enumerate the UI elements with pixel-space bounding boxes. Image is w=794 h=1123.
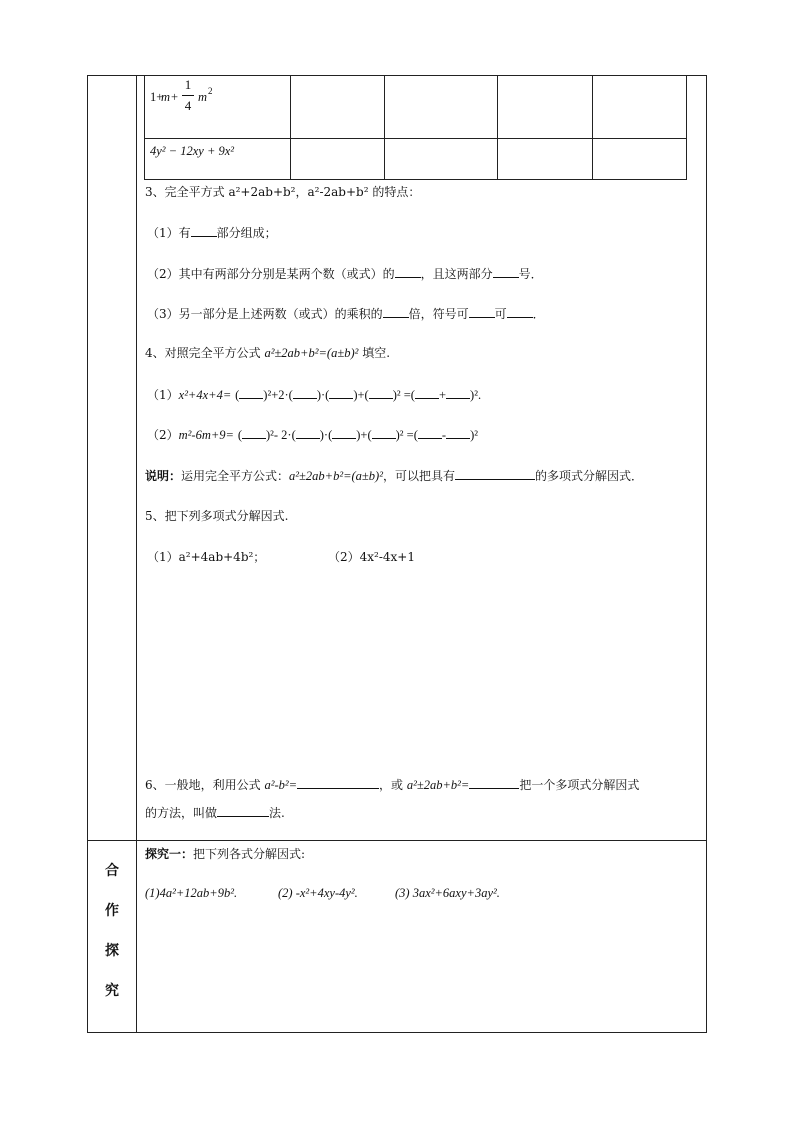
q4-item-1-blank-6[interactable]	[446, 386, 470, 399]
inner-table-col1	[290, 75, 291, 180]
q4-item-2: （2）m²-6m+9= ( )²- 2·( )·( )+( )² =( - )²	[147, 428, 478, 442]
q3-item-3-blank-3[interactable]	[507, 305, 533, 318]
side-label-char-2: 作	[105, 903, 119, 919]
q3-item-2-mid: ，且这两部分	[420, 267, 493, 281]
q3-item-1	[147, 224, 277, 241]
q4-item-2-blank-5[interactable]	[418, 426, 442, 439]
q6-formula-1: a²-b²=	[264, 778, 298, 792]
side-label-char-1: 合	[105, 863, 119, 879]
expr-variable: m	[161, 90, 171, 104]
q3-item-2-blank-1[interactable]	[395, 265, 421, 278]
q6-line-2-post: 法.	[269, 806, 285, 820]
q4-title-formula: a²±2ab+b²=(a±b)²	[264, 346, 359, 360]
outer-border-top	[87, 75, 707, 76]
q6-formula-2: a²±2ab+b²=	[406, 778, 470, 792]
coop-problem-2: (2) -x²+4xy-4y².	[278, 886, 358, 900]
q4-item-1-blank-4[interactable]	[369, 386, 393, 399]
q3-item-3-post: ．	[532, 307, 545, 321]
q3-item-2-post: 号．	[518, 267, 543, 281]
fraction-numerator: 1	[184, 77, 192, 92]
q5-item-2: （2）4x²-4x+1	[328, 550, 415, 564]
column-divider	[136, 75, 137, 1033]
table-row-2-expression: 4y² − 12xy + 9x²	[150, 144, 235, 158]
q3-item-3-mid-1: 倍，符号可	[408, 307, 469, 321]
inner-table-left	[144, 75, 145, 180]
q3-item-2-blank-2[interactable]	[493, 265, 519, 278]
q4-item-1-blank-2[interactable]	[293, 386, 317, 399]
q4-title	[145, 345, 390, 361]
coop-problem-1: (1)4a²+12ab+9b².	[145, 886, 238, 900]
q3-item-1-post: 部分组成；	[216, 226, 277, 240]
note-text-pre: 运用完全平方公式：	[181, 469, 290, 483]
q3-item-3-blank-2[interactable]	[469, 305, 495, 318]
q6-blank-3[interactable]	[217, 804, 269, 817]
fraction-bar	[182, 95, 194, 96]
side-label-char-4: 究	[105, 983, 119, 999]
inner-table-col4	[592, 75, 593, 180]
outer-border-bottom	[87, 1032, 707, 1033]
note-formula: a²±2ab+b²=(a±b)²	[289, 469, 383, 483]
q3-item-3-mid-2: 可	[494, 307, 507, 321]
note-text-mid: ，可以把具有	[382, 469, 455, 483]
q4-item-1: （1）x²+4x+4= ( )²+2·( )·( )+( )² =( + )².	[147, 388, 482, 402]
expr-prefix: 1+	[150, 90, 164, 104]
q3-item-2	[147, 265, 543, 282]
coop-title: 把下列各式分解因式:	[193, 847, 306, 861]
q6-line-1-pre: 6、一般地，利用公式	[145, 778, 265, 792]
q3-item-2-pre: （2）其中有两部分分别是某两个数（或式）的	[147, 267, 395, 281]
q6-line-2	[145, 804, 285, 821]
q4-title-pre: 4、对照完全平方公式	[145, 346, 265, 360]
note-blank[interactable]	[455, 467, 535, 480]
q6-line-1-post: 把一个多项式分解因式	[519, 778, 640, 792]
coop-label: 探究一：	[145, 847, 194, 861]
q3-item-3	[147, 305, 545, 322]
outer-border-left	[87, 75, 88, 1033]
q4-item-2-blank-1[interactable]	[242, 426, 266, 439]
note-text-post: 的多项式分解因式．	[534, 469, 643, 483]
q3-title: 3、完全平方式 a²+2ab+b²，a²-2ab+b² 的特点：	[145, 185, 421, 199]
q6-blank-2[interactable]	[469, 776, 519, 789]
q4-item-1-blank-1[interactable]	[239, 386, 263, 399]
expr-tail: m	[198, 90, 208, 104]
inner-table-col2	[384, 75, 385, 180]
q3-item-3-blank-1[interactable]	[383, 305, 409, 318]
q5-item-1: （1）a²+4ab+4b²；	[147, 550, 266, 564]
side-label-char-3: 探	[105, 943, 119, 959]
q6-line-1	[145, 776, 639, 793]
q4-item-2-blank-6[interactable]	[446, 426, 470, 439]
q5-title: 5、把下列多项式分解因式.	[145, 509, 289, 523]
q4-item-1-pre: （1）	[147, 388, 179, 402]
q4-item-2-pre: （2）	[147, 428, 179, 442]
note-line	[145, 467, 643, 484]
q6-line-2-pre: 的方法，叫做	[145, 806, 218, 820]
section-divider	[87, 840, 707, 841]
q4-item-1-expr: x²+4x+4=	[178, 388, 232, 402]
inner-table-col3	[497, 75, 498, 180]
q3-item-1-pre: （1）有	[147, 226, 191, 240]
q4-item-2-expr: m²-6m+9=	[178, 428, 234, 442]
expr-exponent: 2	[208, 86, 213, 96]
q4-item-2-blank-4[interactable]	[372, 426, 396, 439]
inner-table-mid	[144, 138, 687, 139]
q3-item-3-pre: （3）另一部分是上述两数（或式）的乘积的	[147, 307, 383, 321]
q4-item-1-blank-3[interactable]	[329, 386, 353, 399]
coop-problem-3: (3) 3ax²+6axy+3ay².	[395, 886, 500, 900]
q3-item-1-blank[interactable]	[191, 224, 217, 237]
expr-plus: +	[171, 90, 179, 104]
q6-blank-1[interactable]	[297, 776, 379, 789]
q4-item-2-blank-2[interactable]	[296, 426, 320, 439]
q4-title-post: 填空.	[358, 346, 391, 360]
note-label: 说明：	[145, 469, 182, 483]
q4-item-1-blank-5[interactable]	[415, 386, 439, 399]
inner-table-right	[686, 75, 687, 180]
inner-table-bottom	[144, 179, 687, 180]
outer-border-right	[706, 75, 707, 1033]
q4-item-2-blank-3[interactable]	[332, 426, 356, 439]
coop-heading	[145, 846, 305, 862]
fraction-denominator: 4	[184, 98, 192, 113]
q6-line-1-mid: ，或	[379, 778, 407, 792]
